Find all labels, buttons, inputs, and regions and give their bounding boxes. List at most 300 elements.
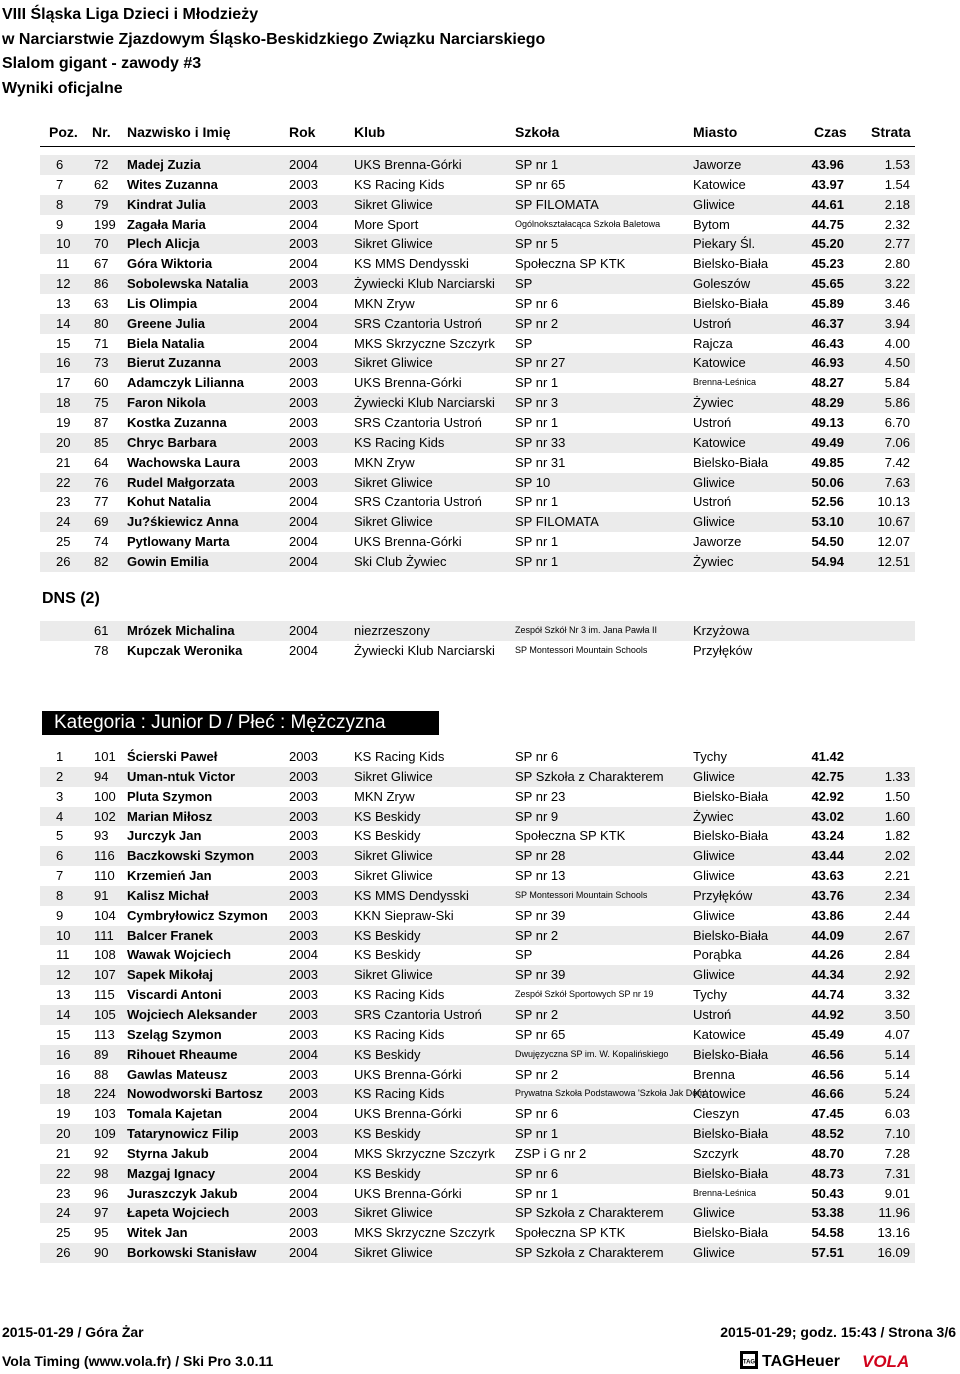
city: Bielsko-Biała xyxy=(693,295,769,311)
city: Tychy xyxy=(693,749,727,764)
title-line-4: Wyniki oficjalne xyxy=(2,79,123,97)
bib-number: 69 xyxy=(94,514,109,530)
boys-result-row xyxy=(40,767,915,787)
athlete-name: Tomala Kajetan xyxy=(127,1106,223,1122)
school: Zespół Szkół Nr 3 im. Jana Pawła II xyxy=(515,625,658,635)
birth-year: 2004 xyxy=(289,947,318,963)
city: Gliwice xyxy=(693,848,735,864)
city: Przyłęków xyxy=(693,887,753,903)
footer-date-place: 2015-01-29 / Góra Żar xyxy=(2,1324,144,1340)
time: 44.74 xyxy=(811,987,844,1003)
city: Katowice xyxy=(693,1026,746,1042)
bib-number: 70 xyxy=(94,236,109,252)
time: 44.09 xyxy=(811,927,844,943)
position: 7 xyxy=(56,868,64,884)
club: Sikret Gliwice xyxy=(354,474,433,490)
athlete-name: Rihouet Rheaume xyxy=(127,1046,238,1062)
position: 21 xyxy=(56,454,71,470)
dns-row xyxy=(40,641,915,661)
birth-year: 2003 xyxy=(289,927,318,943)
club: UKS Brenna-Górki xyxy=(354,375,462,391)
birth-year: 2003 xyxy=(289,808,318,824)
time-behind: 5.14 xyxy=(884,1046,910,1062)
bib-number: 90 xyxy=(94,1245,109,1261)
club: Sikret Gliwice xyxy=(354,196,433,212)
bib-number: 116 xyxy=(94,848,115,864)
birth-year: 2004 xyxy=(289,553,318,569)
time-behind: 7.28 xyxy=(884,1145,910,1161)
svg-text:TAG: TAG xyxy=(742,1359,756,1366)
club: MKN Zryw xyxy=(354,788,415,804)
birth-year: 2004 xyxy=(289,1185,318,1201)
city: Brenna-Leśnica xyxy=(693,377,757,388)
bib-number: 105 xyxy=(94,1006,116,1022)
bib-number: 97 xyxy=(94,1205,109,1221)
time-behind: 6.03 xyxy=(884,1106,910,1122)
bib-number: 62 xyxy=(94,176,109,192)
bib-number: 77 xyxy=(94,494,109,510)
boys-result-row xyxy=(40,1144,915,1164)
position: 7 xyxy=(56,176,64,192)
school: SP nr 1 xyxy=(515,157,559,172)
athlete-name: Cymbryłowicz Szymon xyxy=(127,907,268,923)
time-behind: 2.32 xyxy=(884,216,910,232)
school: SP nr 39 xyxy=(515,967,566,983)
bib-number: 79 xyxy=(94,196,109,212)
city: Gliwice xyxy=(693,907,735,923)
position: 17 xyxy=(56,375,71,391)
girls-result-row xyxy=(40,254,915,274)
bib-number: 113 xyxy=(94,1026,115,1042)
position: 22 xyxy=(56,1165,71,1181)
school: SP nr 3 xyxy=(515,395,559,411)
birth-year: 2003 xyxy=(289,236,318,252)
club: KS Racing Kids xyxy=(354,749,445,764)
city: Ustroń xyxy=(693,494,732,510)
title-line-1: VIII Śląska Liga Dzieci i Młodzieży xyxy=(2,6,259,23)
time-behind: 1.54 xyxy=(884,176,910,192)
boys-result-row xyxy=(40,1124,915,1144)
header-strata: Strata xyxy=(871,124,911,140)
school: SP nr 1 xyxy=(515,553,559,569)
bib-number: 100 xyxy=(94,788,116,804)
header-rok: Rok xyxy=(289,124,316,140)
girls-results-table xyxy=(40,155,915,572)
city: Porąbka xyxy=(693,947,742,963)
school: SP xyxy=(515,276,533,292)
city: Żywiec xyxy=(693,553,734,569)
time-behind: 10.67 xyxy=(877,514,910,530)
title-line-3: Slalom gigant - zawody #3 xyxy=(2,55,202,72)
position: 20 xyxy=(56,434,71,450)
girls-result-row xyxy=(40,492,915,512)
school: SP nr 28 xyxy=(515,848,566,864)
time-behind: 3.94 xyxy=(884,315,910,331)
position: 12 xyxy=(56,967,71,983)
athlete-name: Góra Wiktoria xyxy=(127,256,213,272)
school: Ogólnokształacąca Szkoła Baletowa xyxy=(515,218,661,229)
athlete-name: Kostka Zuzanna xyxy=(127,414,227,430)
time-behind: 7.06 xyxy=(884,434,910,450)
birth-year: 2003 xyxy=(289,868,318,884)
position: 15 xyxy=(56,1026,71,1042)
bib-number: 75 xyxy=(94,395,109,411)
city: Bielsko-Biała xyxy=(693,1165,769,1181)
birth-year: 2003 xyxy=(289,1225,318,1241)
school: SP nr 1 xyxy=(515,1126,559,1142)
birth-year: 2004 xyxy=(289,216,318,232)
club: Sikret Gliwice xyxy=(354,236,433,252)
time: 42.92 xyxy=(811,788,844,804)
school: SP nr 31 xyxy=(515,454,566,470)
athlete-name: Viscardi Antoni xyxy=(127,987,222,1003)
birth-year: 2004 xyxy=(289,534,318,550)
girls-result-row xyxy=(40,552,915,572)
bib-number: 71 xyxy=(94,335,109,351)
school: SP nr 1 xyxy=(515,414,559,430)
school: ZSP i G nr 2 xyxy=(515,1145,587,1161)
birth-year: 2004 xyxy=(289,514,318,530)
birth-year: 2003 xyxy=(289,276,318,292)
birth-year: 2003 xyxy=(289,395,318,411)
time-behind: 1.60 xyxy=(884,808,910,824)
position: 9 xyxy=(56,216,64,232)
boys-result-row xyxy=(40,1045,915,1065)
position: 13 xyxy=(56,295,71,311)
club: MKS Skrzyczne Szczyrk xyxy=(354,1225,495,1241)
city: Bielsko-Biała xyxy=(693,1126,769,1142)
city: Bielsko-Biała xyxy=(693,454,769,470)
club: KS Beskidy xyxy=(354,927,421,943)
svg-text:TAGHeuer: TAGHeuer xyxy=(762,1353,840,1370)
bib-number: 103 xyxy=(94,1106,116,1122)
girls-result-row xyxy=(40,433,915,453)
boys-result-row xyxy=(40,1203,915,1223)
athlete-name: Kindrat Julia xyxy=(127,196,206,212)
city: Ustroń xyxy=(693,414,732,430)
city: Gliwice xyxy=(693,474,735,490)
club: KS Beskidy xyxy=(354,1126,421,1142)
club: MKN Zryw xyxy=(354,454,415,470)
school: SP nr 1 xyxy=(515,375,559,391)
vola-logo xyxy=(860,1352,957,1370)
boys-result-row xyxy=(40,906,915,926)
time: 43.24 xyxy=(811,828,844,844)
girls-result-row xyxy=(40,314,915,334)
position: 23 xyxy=(56,494,71,510)
city: Rajcza xyxy=(693,335,733,351)
position: 26 xyxy=(56,553,71,569)
dns-heading: DNS (2) xyxy=(42,590,100,607)
city: Gliwice xyxy=(693,768,735,784)
time: 43.86 xyxy=(811,907,844,923)
time-behind: 5.86 xyxy=(884,395,910,411)
bib-number: 108 xyxy=(94,947,116,963)
girls-result-row xyxy=(40,234,915,254)
bib-number: 78 xyxy=(94,642,109,658)
time-behind: 7.63 xyxy=(884,474,910,490)
boys-result-row xyxy=(40,1065,915,1085)
birth-year: 2003 xyxy=(289,788,318,804)
girls-result-row xyxy=(40,512,915,532)
time-behind: 3.22 xyxy=(884,276,910,292)
bib-number: 104 xyxy=(94,907,116,923)
city: Ustroń xyxy=(693,315,732,331)
school: SP nr 5 xyxy=(515,236,559,252)
birth-year: 2004 xyxy=(289,157,318,172)
bib-number: 61 xyxy=(94,623,109,638)
birth-year: 2003 xyxy=(289,987,318,1003)
time: 46.56 xyxy=(811,1066,844,1082)
athlete-name: Wites Zuzanna xyxy=(127,176,218,192)
club: Sikret Gliwice xyxy=(354,868,433,884)
athlete-name: Mazgaj Ignacy xyxy=(127,1165,216,1181)
club: Żywiecki Klub Narciarski xyxy=(354,642,495,658)
time: 54.50 xyxy=(811,534,844,550)
bib-number: 199 xyxy=(94,216,116,232)
time: 44.61 xyxy=(811,196,844,212)
city: Bielsko-Biała xyxy=(693,828,769,844)
time-behind: 7.42 xyxy=(884,454,910,470)
city: Bytom xyxy=(693,216,730,232)
time: 45.65 xyxy=(811,276,844,292)
time-behind: 5.24 xyxy=(884,1086,910,1102)
time-behind: 11.96 xyxy=(878,1205,910,1221)
girls-result-row xyxy=(40,334,915,354)
bib-number: 72 xyxy=(94,157,109,172)
school: SP nr 39 xyxy=(515,907,566,923)
position: 6 xyxy=(56,848,64,864)
position: 13 xyxy=(56,987,71,1003)
birth-year: 2003 xyxy=(289,828,318,844)
category-banner: Kategoria : Junior D / Płeć : Mężczyzna xyxy=(42,711,439,735)
bib-number: 73 xyxy=(94,355,109,371)
athlete-name: Kupczak Weronika xyxy=(127,642,243,658)
position: 4 xyxy=(56,808,64,824)
birth-year: 2003 xyxy=(289,434,318,450)
athlete-name: Szeląg Szymon xyxy=(127,1026,222,1042)
boys-result-row xyxy=(40,926,915,946)
club: KS Racing Kids xyxy=(354,1026,445,1042)
birth-year: 2003 xyxy=(289,848,318,864)
club: Sikret Gliwice xyxy=(354,514,433,530)
time-behind: 2.18 xyxy=(884,196,910,212)
city: Bielsko-Biała xyxy=(693,927,769,943)
club: Sikret Gliwice xyxy=(354,1205,433,1221)
birth-year: 2003 xyxy=(289,907,318,923)
school: SP nr 6 xyxy=(515,1165,559,1181)
time: 49.85 xyxy=(811,454,844,470)
boys-result-row xyxy=(40,886,915,906)
school: SP nr 9 xyxy=(515,808,559,824)
time: 47.45 xyxy=(811,1106,844,1122)
position: 16 xyxy=(56,1066,71,1082)
time: 46.56 xyxy=(811,1046,844,1062)
club: Sikret Gliwice xyxy=(354,355,433,371)
position: 10 xyxy=(56,927,71,943)
time: 44.92 xyxy=(811,1006,844,1022)
bib-number: 88 xyxy=(94,1066,109,1082)
time: 45.49 xyxy=(811,1026,844,1042)
club: Sikret Gliwice xyxy=(354,848,433,864)
club: SRS Czantoria Ustroń xyxy=(354,414,482,430)
athlete-name: Zagała Maria xyxy=(127,216,206,232)
boys-result-row xyxy=(40,1243,915,1263)
athlete-name: Lis Olimpia xyxy=(127,295,198,311)
city: Katowice xyxy=(693,176,746,192)
school: SP Szkoła z Charakterem xyxy=(515,1245,664,1261)
bib-number: 224 xyxy=(94,1086,116,1102)
club: UKS Brenna-Górki xyxy=(354,1106,462,1122)
city: Brenna xyxy=(693,1066,735,1082)
time-behind: 4.07 xyxy=(884,1026,910,1042)
school: Prywatna Szkoła Podstawowa 'Szkoła Jak Dom' xyxy=(515,1088,707,1099)
city: Bielsko-Biała xyxy=(693,788,769,804)
club: Sikret Gliwice xyxy=(354,768,433,784)
header-divider xyxy=(40,146,915,147)
birth-year: 2004 xyxy=(289,642,318,658)
position: 10 xyxy=(56,236,71,252)
bib-number: 96 xyxy=(94,1185,109,1201)
position: 18 xyxy=(56,1086,71,1102)
city: Szczyrk xyxy=(693,1145,739,1161)
position: 24 xyxy=(56,514,71,530)
bib-number: 115 xyxy=(94,987,115,1003)
time: 45.89 xyxy=(811,295,844,311)
birth-year: 2004 xyxy=(289,1106,318,1122)
athlete-name: Kohut Natalia xyxy=(127,494,211,510)
athlete-name: Faron Nikola xyxy=(127,395,206,411)
position: 18 xyxy=(56,395,71,411)
column-headers xyxy=(0,122,960,142)
dns-row xyxy=(40,621,915,641)
club: MKN Zryw xyxy=(354,295,415,311)
school: SP xyxy=(515,947,533,963)
boys-result-row xyxy=(40,945,915,965)
school: Zespół Szkół Sportowych SP nr 19 xyxy=(515,989,654,1000)
athlete-name: Wawak Wojciech xyxy=(127,947,232,963)
girls-result-row xyxy=(40,175,915,195)
birth-year: 2003 xyxy=(289,1205,318,1221)
city: Bielsko-Biała xyxy=(693,1225,769,1241)
bib-number: 95 xyxy=(94,1225,109,1241)
girls-result-row xyxy=(40,473,915,493)
school: SP nr 27 xyxy=(515,355,566,371)
time: 52.56 xyxy=(811,494,844,510)
school: SP nr 13 xyxy=(515,868,566,884)
position: 5 xyxy=(56,828,64,844)
city: Cieszyn xyxy=(693,1106,740,1122)
city: Katowice xyxy=(693,434,746,450)
girls-result-row xyxy=(40,274,915,294)
athlete-name: Plech Alicja xyxy=(127,236,200,252)
athlete-name: Tatarynowicz Filip xyxy=(127,1126,239,1142)
city: Katowice xyxy=(693,1086,746,1102)
bib-number: 86 xyxy=(94,276,109,292)
bib-number: 89 xyxy=(94,1046,109,1062)
time-behind: 2.21 xyxy=(884,868,910,884)
position: 8 xyxy=(56,887,64,903)
athlete-name: Wachowska Laura xyxy=(127,454,240,470)
bib-number: 107 xyxy=(94,967,116,983)
athlete-name: Wojciech Aleksander xyxy=(127,1006,258,1022)
school: SP nr 1 xyxy=(515,494,559,510)
position: 3 xyxy=(56,788,64,804)
athlete-name: Juraszczyk Jakub xyxy=(127,1185,238,1201)
bib-number: 92 xyxy=(94,1145,109,1161)
athlete-name: Sapek Mikołaj xyxy=(127,967,213,983)
athlete-name: Pluta Szymon xyxy=(127,788,213,804)
time: 53.38 xyxy=(811,1205,844,1221)
athlete-name: Witek Jan xyxy=(127,1225,188,1241)
athlete-name: Balcer Franek xyxy=(127,927,213,943)
time: 45.20 xyxy=(811,236,844,252)
athlete-name: Borkowski Stanisław xyxy=(127,1245,257,1261)
school: SP nr 2 xyxy=(515,1066,559,1082)
club: UKS Brenna-Górki xyxy=(354,157,462,172)
birth-year: 2003 xyxy=(289,1066,318,1082)
school: SP nr 1 xyxy=(515,1185,559,1201)
athlete-name: Ju?śkiewicz Anna xyxy=(127,514,239,530)
time: 46.37 xyxy=(811,315,844,331)
athlete-name: Nowodworski Bartosz xyxy=(127,1086,263,1102)
birth-year: 2003 xyxy=(289,1006,318,1022)
time: 53.10 xyxy=(811,514,844,530)
club: Żywiecki Klub Narciarski xyxy=(354,276,495,292)
time: 48.73 xyxy=(811,1165,844,1181)
girls-result-row xyxy=(40,155,915,175)
birth-year: 2003 xyxy=(289,1126,318,1142)
position: 14 xyxy=(56,315,71,331)
athlete-name: Ścierski Paweł xyxy=(127,749,218,764)
time: 46.93 xyxy=(811,355,844,371)
club: MKS Skrzyczne Szczyrk xyxy=(354,335,495,351)
time-behind: 7.10 xyxy=(884,1126,910,1142)
city: Gliwice xyxy=(693,967,735,983)
header-nr: Nr. xyxy=(92,124,111,140)
time: 42.75 xyxy=(811,768,844,784)
time: 48.52 xyxy=(811,1126,844,1142)
birth-year: 2003 xyxy=(289,375,318,391)
time: 43.97 xyxy=(811,176,844,192)
birth-year: 2004 xyxy=(289,1245,318,1261)
time-behind: 10.13 xyxy=(877,494,910,510)
club: KS Beskidy xyxy=(354,947,421,963)
position: 24 xyxy=(56,1205,71,1221)
club: SRS Czantoria Ustroń xyxy=(354,494,482,510)
boys-result-row xyxy=(40,965,915,985)
birth-year: 2003 xyxy=(289,474,318,490)
birth-year: 2003 xyxy=(289,414,318,430)
time: 45.23 xyxy=(811,256,844,272)
time-behind: 3.46 xyxy=(884,295,910,311)
document-titles xyxy=(2,3,545,101)
city: Żywiec xyxy=(693,395,734,411)
boys-result-row xyxy=(40,1184,915,1204)
club: KS Racing Kids xyxy=(354,176,445,192)
club: KS Beskidy xyxy=(354,1165,421,1181)
header-club: Klub xyxy=(354,124,386,140)
time: 48.29 xyxy=(811,395,844,411)
city: Piekary Śl. xyxy=(693,236,756,252)
school: SP nr 6 xyxy=(515,295,559,311)
athlete-name: Sobolewska Natalia xyxy=(127,276,249,292)
athlete-name: Uman-ntuk Victor xyxy=(127,768,236,784)
club: Sikret Gliwice xyxy=(354,967,433,983)
city: Ustroń xyxy=(693,1006,732,1022)
athlete-name: Gowin Emilia xyxy=(127,553,209,569)
time-behind: 12.07 xyxy=(877,534,910,550)
